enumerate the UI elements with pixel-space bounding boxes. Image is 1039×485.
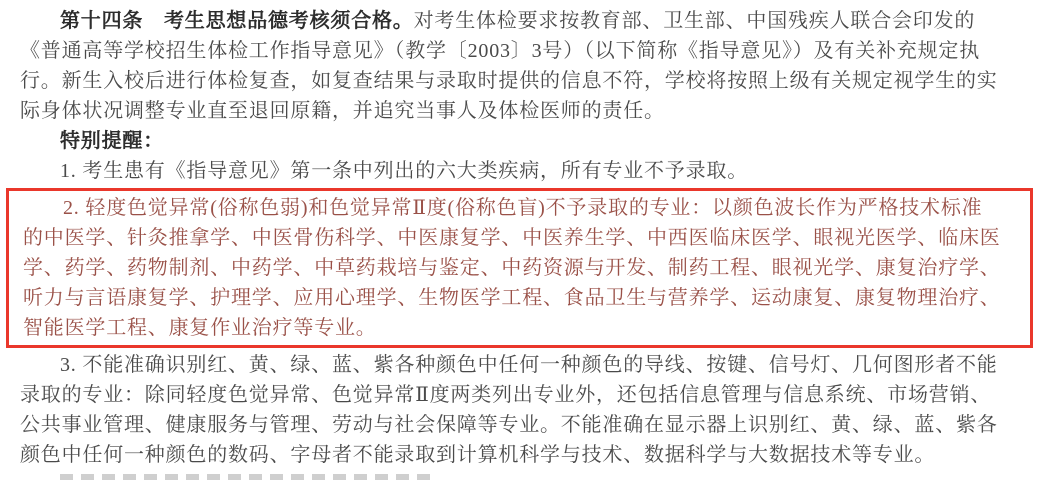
boxed-line-1: 2. 轻度色觉异常(俗称色弱)和色觉异常Ⅱ度(俗称色盲)不予录取的专业：以颜色波长作为严格技术标准 [63,197,983,219]
intro-line-1-rest: 对考生体检要求按教育部、卫生部、中国残疾人联合会印发的 [413,10,976,32]
notice-heading: 特别提醒： [60,130,164,152]
clipped-next-line [60,474,432,480]
item-3-line-2: 录取的专业：除同轻度色觉异常、色觉异常Ⅱ度两类列出专业外，还包括信息管理与信息系统、市场营销、 [20,384,992,406]
boxed-line-3: 学、药学、药物制剂、中药学、中草药栽培与鉴定、中药资源与开发、制药工程、眼视光学、康复治疗学、 [23,257,1001,279]
highlight-box [6,188,1033,348]
item-3-line-4: 颜色中任何一种颜色的数码、字母者不能录取到计算机科学与技术、数据科学与大数据技术等专业。 [20,444,936,466]
boxed-line-4: 听力与言语康复学、护理学、应用心理学、生物医学工程、食品卫生与营养学、运动康复、康复物理治疗、 [23,287,1001,309]
boxed-line-5: 智能医学工程、康复作业治疗等专业。 [23,317,377,339]
article-heading: 第十四条 考生思想品德考核须合格。 [60,10,414,32]
intro-line-1 [20,6,1019,36]
item-1-line: 1. 考生患有《指导意见》第一条中列出的六大类疾病，所有专业不予录取。 [60,160,748,182]
boxed-line-2: 的中医学、针灸推拿学、中医骨伤科学、中医康复学、中医养生学、中西医临床医学、眼视光医学、临床医 [23,227,1001,249]
intro-line-4: 际身体状况调整专业直至退回原籍，并追究当事人及体检医师的责任。 [20,100,665,122]
item-3-line-1: 3. 不能准确识别红、黄、绿、蓝、紫各种颜色中任何一种颜色的导线、按键、信号灯、几何图形者不能 [60,354,998,376]
intro-line-2: 《普通高等学校招生体检工作指导意见》（教学〔2003〕3号）（以下简称《指导意见》）及有关补充规定执 [20,40,980,62]
intro-line-3: 行。新生入校后进行体检复查，如复查结果与录取时提供的信息不符，学校将按照上级有关规定视学生的实 [20,70,998,92]
item-3-line-3: 公共事业管理、健康服务与管理、劳动与社会保障等专业。不能准确在显示器上识别红、黄、绿、蓝、紫各 [20,414,998,436]
